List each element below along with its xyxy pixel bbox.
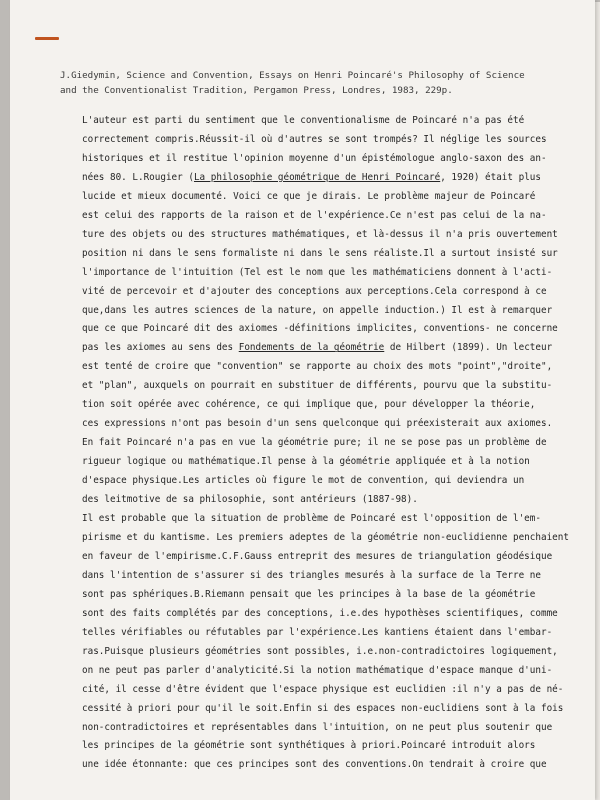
text-segment: sont des faits complétés par des conceptions, i.e.des hypothèses scientifiques, comme	[82, 607, 558, 619]
text-segment: en faveur de l'empirisme.C.F.Gauss entreprit des mesures de triangulation géodésique	[82, 550, 553, 562]
text-line	[82, 264, 552, 283]
text-line	[82, 434, 552, 453]
text-segment: dans l'intention de s'assurer si des triangles mesurés à la surface de la Terre ne	[82, 569, 541, 581]
text-line	[82, 737, 552, 756]
text-line	[82, 169, 552, 188]
text-line	[82, 529, 569, 548]
text-segment: d'espace physique.Les articles où figure le mot de convention, qui deviendra un	[82, 475, 525, 487]
underlined-title: Fondements de la géométrie	[238, 342, 385, 354]
text-line	[82, 453, 552, 472]
text-segment: telles vérifiables ou réfutables par l'expérience.Les kantiens étaient dans l'embar-	[82, 626, 553, 638]
text-line	[82, 605, 558, 624]
text-segment: sont pas sphériques.B.Riemann pensait que les principes à la base de la géométrie	[82, 588, 536, 600]
text-line	[82, 719, 552, 738]
text-line	[82, 396, 552, 415]
text-line	[82, 320, 558, 339]
text-segment: est tenté de croire que "convention" se rapporte au choix des mots "point","droite",	[82, 361, 553, 373]
text-segment: que ce que Poincaré dit des axiomes -définitions implicites, conventions- ne concerne	[82, 323, 558, 335]
text-segment: Il est probable que la situation de problème de Poincaré est l'opposition de l'em-	[82, 513, 541, 525]
citation-line: and the Conventionalist Tradition, Pergamon Press, Londres, 1983, 229p.	[60, 85, 453, 96]
text-segment: ras.Puisque plusieurs géométries sont possibles, i.e.non-contradictoires logiquement,	[82, 645, 558, 657]
text-segment: L'auteur est parti du sentiment que le conventionalisme de Poincaré n'a pas été	[82, 115, 525, 126]
text-segment: cessité à priori pour qu'il le soit.Enfin si des espaces non-euclidiens sont à la fois	[82, 702, 564, 714]
text-segment: est celui des rapports de la raison et de l'expérience.Ce n'est pas celui de la na-	[82, 209, 547, 221]
text-line	[82, 567, 552, 586]
text-line	[82, 377, 552, 396]
underlined-title: La philosophie géométrique de Henri Poincaré	[193, 171, 441, 183]
text-segment: cité, il cesse d'être évident que l'espace physique est euclidien :il n'y a pas de né-	[82, 683, 564, 695]
text-segment: pirisme et du kantisme. Les premiers adeptes de la géométrie non-euclidienne penchaient	[82, 531, 569, 543]
text-line	[82, 472, 552, 491]
text-line	[82, 491, 552, 510]
text-line	[82, 586, 552, 605]
text-line	[82, 150, 552, 169]
text-line	[82, 283, 552, 302]
text-line	[82, 131, 552, 150]
text-segment: En fait Poincaré n'a pas en vue la géométrie pure; il ne se pose pas un problème de	[82, 437, 547, 449]
text-line	[82, 415, 552, 434]
text-line	[82, 226, 558, 245]
staple-mark	[35, 37, 59, 40]
text-segment: non-contradictoires et représentables dans l'intuition, on ne peut plus soutenir que	[82, 721, 553, 733]
text-line	[82, 756, 552, 775]
text-segment: vité de percevoir et d'ajouter des conceptions aux perceptions.Cela correspond à ce	[82, 285, 547, 297]
text-segment: on ne peut pas parler d'analyticité.Si la notion mathématique d'espace manque d'uni-	[82, 664, 553, 676]
text-segment: que,dans les autres sciences de la nature, on appelle induction.) Il est à remarquer	[82, 304, 553, 316]
text-segment: , 1920) était plus	[440, 171, 541, 183]
text-segment: l'importance de l'intuition (Tel est le nom que les mathématiciens donnent à l'acti-	[82, 266, 553, 278]
text-line	[82, 510, 552, 529]
text-segment: rigueur logique ou mathématique.Il pense à la géométrie appliquée et à la notion	[82, 456, 530, 468]
text-line	[82, 207, 552, 226]
text-line	[82, 358, 552, 377]
body-text	[82, 112, 569, 775]
text-segment: et "plan", auxquels on pourrait en substituer de différents, pourvu que la substitu-	[82, 380, 553, 392]
text-line	[82, 548, 552, 567]
text-line	[82, 662, 552, 681]
text-segment: tion soit opérée avec cohérence, ce qui implique que, pour développer la théorie,	[82, 399, 536, 411]
text-segment: les principes de la géométrie sont synthétiques à priori.Poincaré introduit alors	[82, 740, 536, 752]
text-segment: ture des objets ou des structures mathématiques, et là-dessus il n'a pris ouvertement	[82, 228, 558, 240]
citation-line: J.Giedymin, Science and Convention, Essays on Henri Poincaré's Philosophy of Science	[60, 70, 525, 81]
citation	[60, 68, 560, 98]
text-line	[82, 112, 552, 131]
text-line	[82, 245, 558, 264]
text-segment: de Hilbert (1899). Un lecteur	[384, 342, 553, 354]
text-line	[82, 302, 552, 321]
text-line	[82, 188, 552, 207]
text-line	[82, 643, 558, 662]
text-line	[82, 681, 564, 700]
text-segment: pas les axiomes au sens des	[82, 342, 239, 354]
text-segment: nées 80. L.Rougier (	[82, 171, 194, 183]
text-segment: historiques et il restitue l'opinion moyenne d'un épistémologue anglo-saxon des an-	[82, 152, 547, 164]
text-segment: lucide et mieux documenté. Voici ce que je dirais. Le problème majeur de Poincaré	[82, 190, 536, 202]
text-line	[82, 624, 552, 643]
text-line	[82, 700, 564, 719]
text-segment: une idée étonnante: que ces principes sont des conventions.On tendrait à croire que	[82, 759, 547, 771]
text-segment: correctement compris.Réussit-il où d'autres se sont trompés? Il néglige les sources	[82, 133, 547, 145]
text-line	[82, 339, 552, 358]
text-segment: position ni dans le sens formaliste ni dans le sens réaliste.Il a surtout insisté sur	[82, 247, 558, 259]
text-segment: des leitmotive de sa philosophie, sont antérieurs (1887-98).	[82, 494, 418, 506]
text-segment: ces expressions n'ont pas besoin d'un sens quelconque qui préexisterait aux axiomes.	[82, 418, 553, 430]
